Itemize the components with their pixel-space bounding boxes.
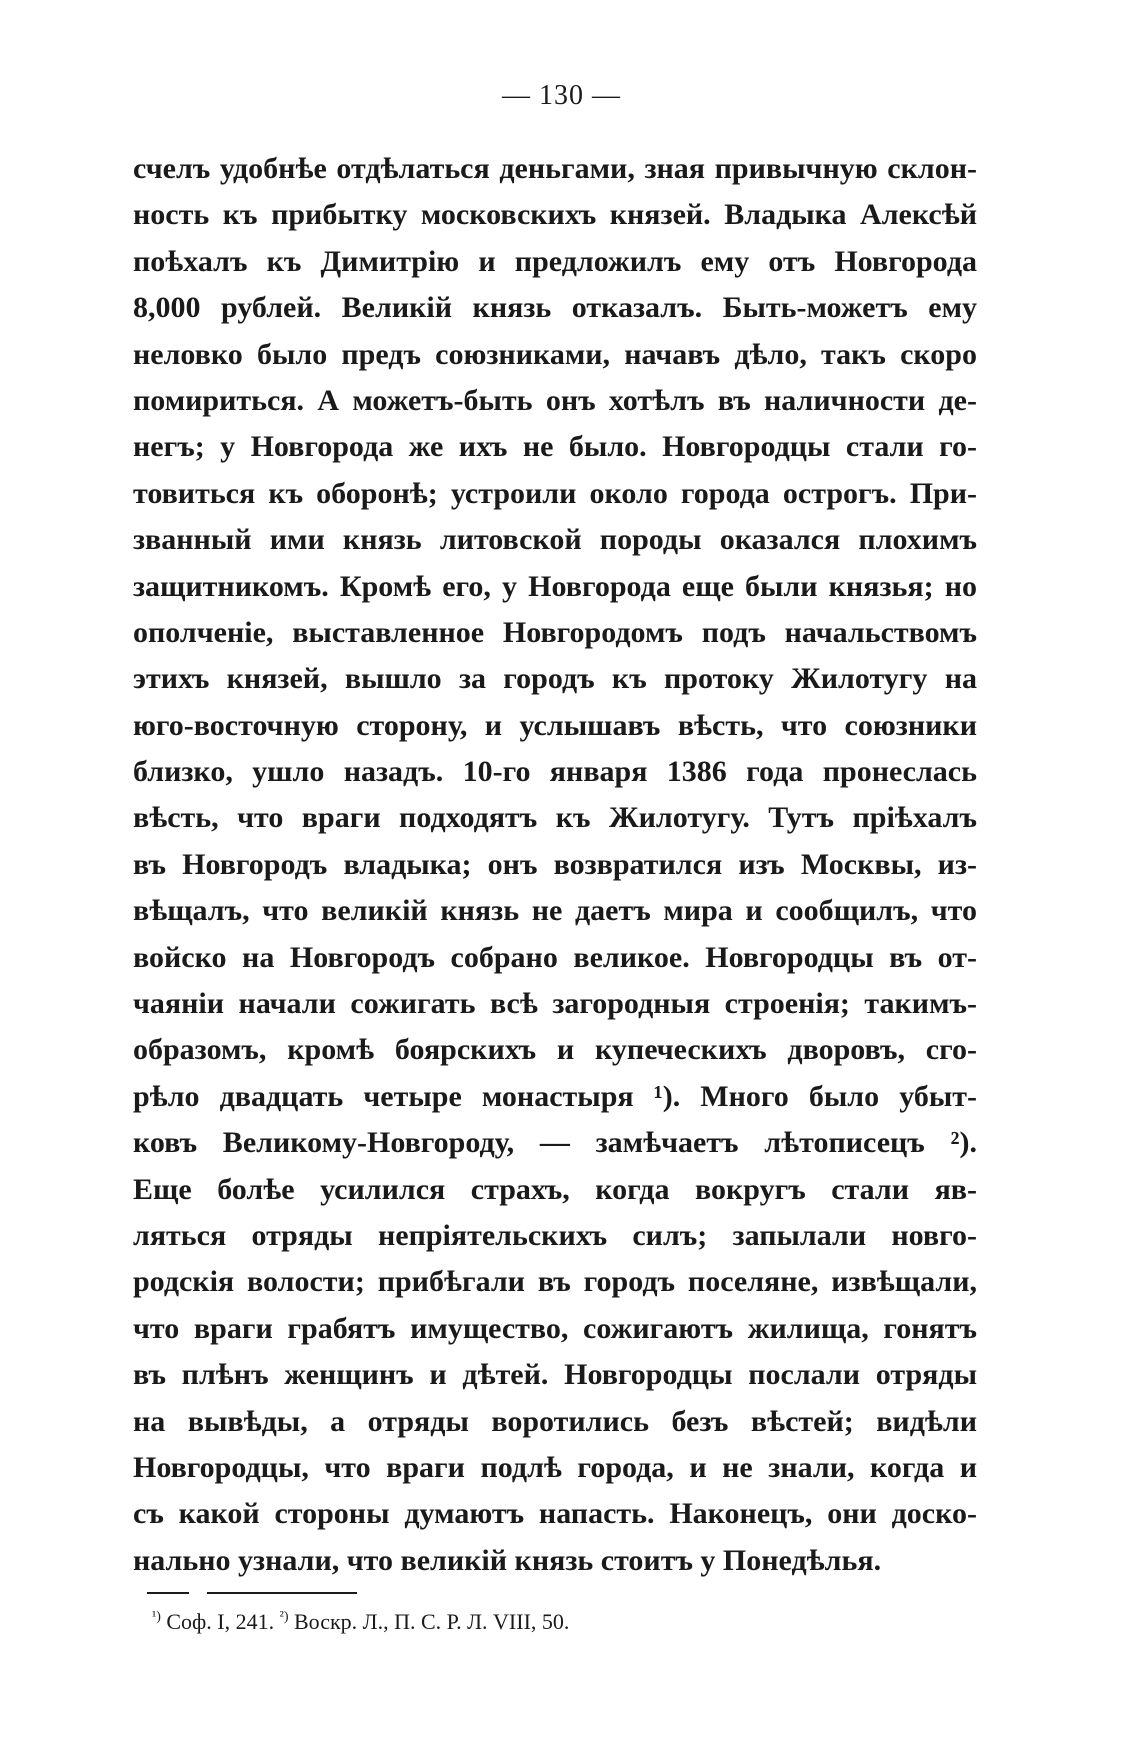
text-line: образомъ, кромѣ боярскихъ и купеческихъ дворовъ, сго- [133,1033,977,1067]
main-text [133,146,977,1584]
footnote-marker: ¹) [152,1609,161,1625]
text-line: Еще болѣе усилился страхъ, когда вокругъ стали яв- [133,1172,977,1206]
text-line: счелъ удобнѣе отдѣлаться деньгами, зная привычную склон- [133,152,977,185]
text-line: нально узнали, что великій князь стоитъ у Понедѣлья. [133,1543,882,1577]
text-line: родскія волости; прибѣгали въ городъ поселяне, извѣщали, [133,1265,977,1299]
page-number: — 130 — [502,80,621,111]
text-line: ность къ прибытку московскихъ князей. Владыка Алексѣй [133,198,977,232]
text-line: близко, ушло назадъ. 10-го января 1386 года пронеслась [133,755,977,789]
text-line: юго-восточную сторону, и услышавъ вѣсть, что союзники [133,708,977,742]
footnote-divider-short [147,1592,189,1594]
text-line: этихъ князей, вышло за городъ къ протоку Жилотугу на [133,662,977,696]
text-line: Новгородцы, что враги подлѣ города, и не знали, когда и [133,1450,977,1484]
footnote-text: Соф. I, 241. [166,1609,275,1634]
footnotes [152,1606,569,1638]
text-line: 8,000 рублей. Великій князь отказалъ. Быть-можетъ ему [133,291,977,325]
text-line: что враги грабятъ имущество, сожигаютъ жилища, гонятъ [133,1311,977,1345]
footnote-divider-long [207,1592,357,1594]
text-line: поѣхалъ къ Димитрію и предложилъ ему отъ Новгорода [133,244,977,278]
text-line: чаяніи начали сожигать всѣ загородныя строенія; такимъ- [133,987,977,1021]
text-line: въ Новгородъ владыка; онъ возвратился изъ Москвы, из- [133,847,977,881]
text-line: негъ; у Новгорода же ихъ не было. Новгородцы стали го- [133,430,977,464]
text-line: званный ими князь литовской породы оказался плохимъ [133,523,977,557]
text-line: защитникомъ. Кромѣ его, у Новгорода еще были князья; но [133,569,977,603]
text-line: товиться къ оборонѣ; устроили около города острогъ. При- [133,476,977,510]
text-line: съ какой стороны думаютъ напасть. Наконецъ, они доско- [133,1497,977,1531]
footnote-text: Воскр. Л., П. С. Р. Л. VIII, 50. [293,1609,570,1634]
text-line: въ плѣнъ женщинъ и дѣтей. Новгородцы послали отряды [133,1358,977,1392]
text-line: рѣло двадцать четыре монастыря ¹). Много было убыт- [133,1079,977,1113]
text-line: помириться. А можетъ-быть онъ хотѣлъ въ наличности де- [133,383,977,417]
text-line: вѣсть, что враги подходятъ къ Жилотугу. Тутъ пріѣхалъ [133,801,977,835]
text-line: ковъ Великому-Новгороду, — замѣчаетъ лѣтописецъ ²). [133,1126,977,1160]
text-line: ляться отряды непріятельскихъ силъ; запылали новго- [133,1218,977,1252]
text-line: войско на Новгородъ собрано великое. Новгородцы въ от- [133,940,977,974]
text-line: неловко было предъ союзниками, начавъ дѣло, такъ скоро [133,337,977,371]
text-line: на вывѣды, а отряды воротились безъ вѣстей; видѣли [133,1404,977,1438]
text-line: ополченіе, выставленное Новгородомъ подъ начальствомъ [133,615,977,649]
footnote-marker: ²) [279,1609,289,1625]
text-line: вѣщалъ, что великій князь не даетъ мира и сообщилъ, что [133,894,977,928]
